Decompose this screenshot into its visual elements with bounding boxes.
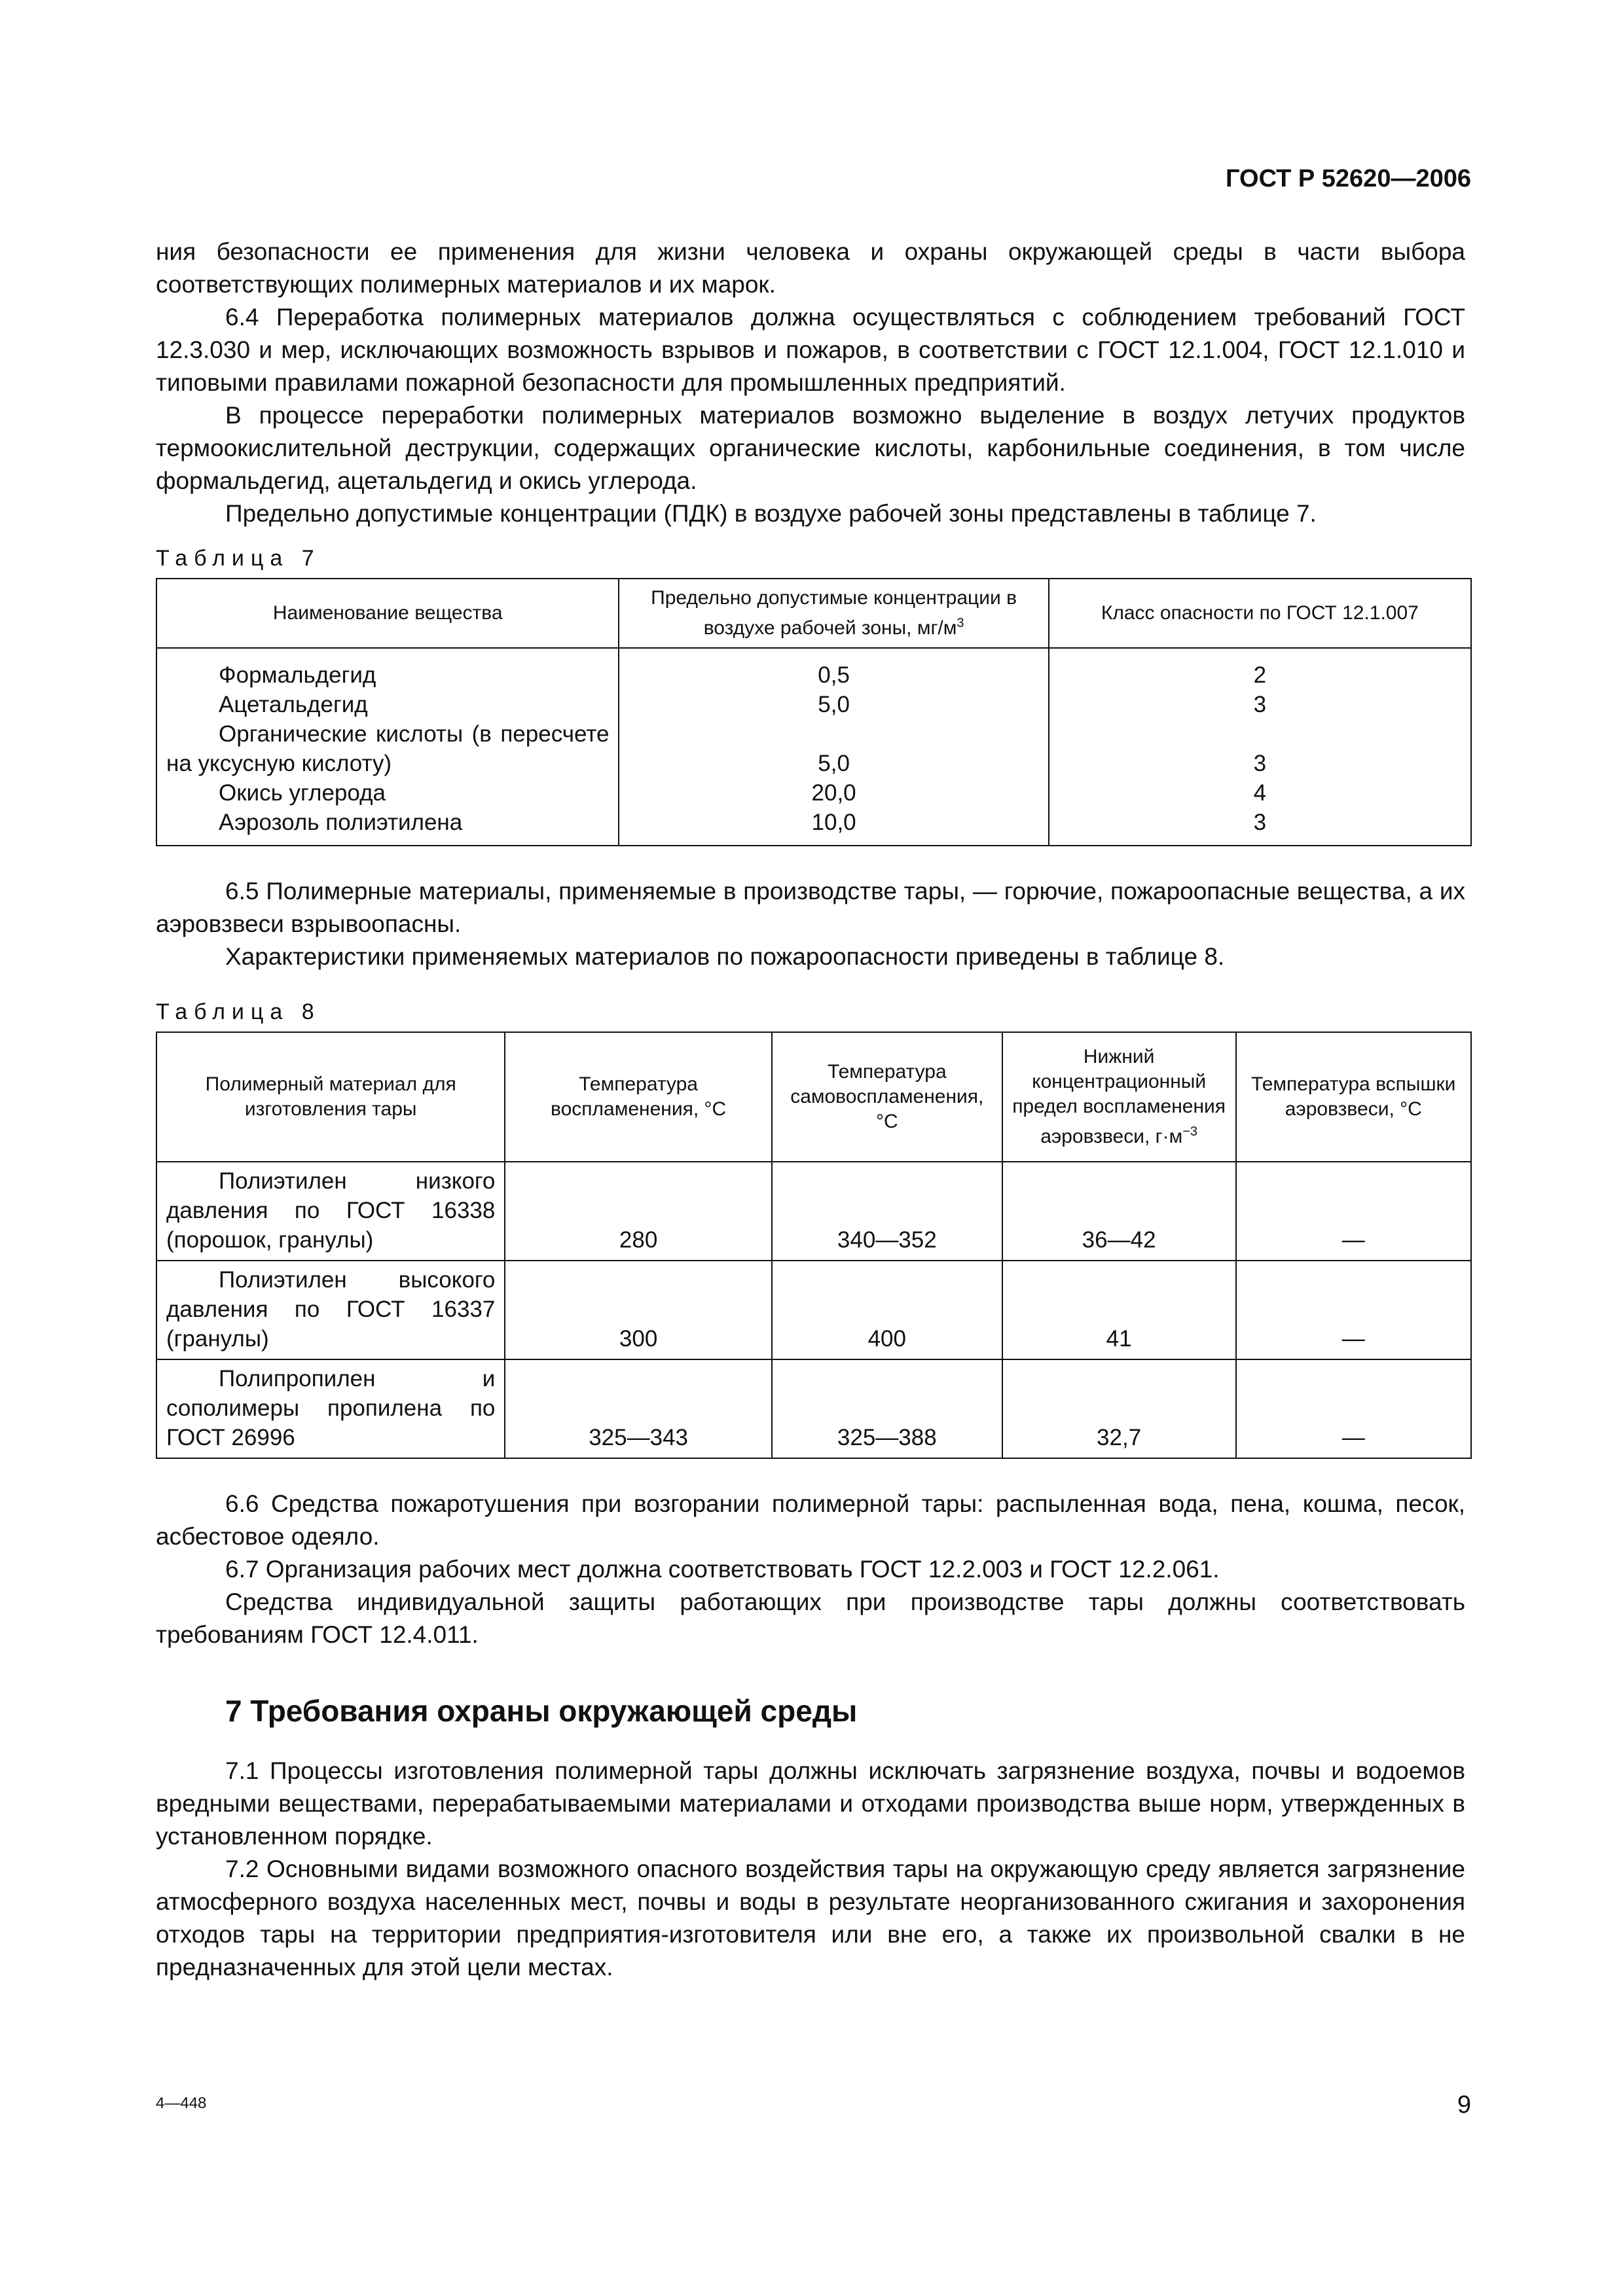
table7-cell-pdk: 20,0 — [619, 778, 1048, 808]
table7-header-class: Класс опасности по ГОСТ 12.1.007 — [1049, 579, 1471, 648]
table-row — [156, 690, 1471, 719]
table8-cell-self-ignition: 325—388 — [772, 1359, 1002, 1458]
table8-header-self-ignition: Температура самовоспламенения, °С — [772, 1032, 1002, 1162]
paragraph-7-1: 7.1 Процессы изготовления полимерной тары должны исключать загрязнение воздуха, почвы и водоемов вредными веществами, перерабатываемыми материалами и отходами производства выше норм, утвержденных в установленном порядке. — [156, 1757, 1465, 1850]
table8-header-row — [156, 1032, 1471, 1162]
table7-header-pdk-text: Предельно допустимые концентрации в воздухе рабочей зоны, мг/м — [651, 587, 1017, 639]
footer-sheet-code: 4—448 — [156, 2094, 207, 2112]
table7-cell-name: Формальдегид — [156, 648, 619, 690]
table-row — [156, 1162, 1471, 1261]
table8-header-material: Полимерный материал для изготовления тары — [156, 1032, 505, 1162]
paragraph-processing: В процессе переработки полимерных материалов возможно выделение в воздух летучих продуктов термоокислительной деструкции, содержащих органические кислоты, карбонильные соединения, в том числе формальдегид, ацетальдегид и окись углерода. — [156, 402, 1465, 494]
table7-header-substance: Наименование вещества — [156, 579, 619, 648]
paragraph-continuation: ния безопасности ее применения для жизни человека и охраны окружающей среды в части выбора соответствующих полимерных материалов и их марок. — [156, 238, 1465, 298]
page-number: 9 — [1457, 2091, 1471, 2119]
table7-cell-class: 3 — [1049, 719, 1471, 778]
table7-cell-class: 3 — [1049, 808, 1471, 846]
paragraph-6-6: 6.6 Средства пожаротушения при возгорании полимерной тары: распыленная вода, пена, кошма, песок, асбестовое одеяло. — [156, 1490, 1465, 1550]
table8-cell-limit: 32,7 — [1002, 1359, 1236, 1458]
table-8 — [156, 1031, 1472, 1459]
table7-cell-pdk: 10,0 — [619, 808, 1048, 846]
table7-header-row — [156, 579, 1471, 648]
table7-cell-name: Аэрозоль полиэтилена — [156, 808, 619, 846]
table7-cell-pdk: 0,5 — [619, 648, 1048, 690]
table8-cell-self-ignition: 340—352 — [772, 1162, 1002, 1261]
table7-cell-class: 2 — [1049, 648, 1471, 690]
table7-caption: Таблица 7 — [156, 546, 321, 571]
table8-cell-flash: — — [1236, 1359, 1472, 1458]
table7-cell-name: Окись углерода — [156, 778, 619, 808]
table8-cell-self-ignition: 400 — [772, 1261, 1002, 1359]
table8-cell-flash: — — [1236, 1261, 1472, 1359]
section-7-heading: 7 Требования охраны окружающей среды — [225, 1694, 858, 1728]
table7-cell-name: Ацетальдегид — [156, 690, 619, 719]
table8-cell-material: Полиэтилен высокого давления по ГОСТ 16337 (гранулы) — [156, 1261, 505, 1359]
table8-cell-flash: — — [1236, 1162, 1472, 1261]
table-row — [156, 778, 1471, 808]
document-body — [156, 236, 1465, 1984]
table-row — [156, 648, 1471, 690]
paragraph-7-2: 7.2 Основными видами возможного опасного воздействия тары на окружающую среду является загрязнение атмосферного воздуха населенных мест, почвы и воды в результате неорганизованного сжигания и захоронения отходов тары на территории предприятия-изготовителя или вне его, а также их произвольной свалки в не предназначенных для этой цели местах. — [156, 1856, 1465, 1981]
table8-header-flash: Температура вспышки аэровзвеси, °С — [1236, 1032, 1472, 1162]
table8-cell-limit: 41 — [1002, 1261, 1236, 1359]
table7-cell-pdk: 5,0 — [619, 690, 1048, 719]
table-7 — [156, 578, 1472, 846]
paragraph-6-7: 6.7 Организация рабочих мест должна соответствовать ГОСТ 12.2.003 и ГОСТ 12.2.061. — [225, 1556, 1220, 1583]
table-row — [156, 719, 1471, 778]
paragraph-6-5: 6.5 Полимерные материалы, применяемые в производстве тары, — горючие, пожароопасные вещества, а их аэровзвеси взрывоопасны. — [156, 878, 1465, 937]
table-row — [156, 808, 1471, 846]
table7-header-pdk — [619, 579, 1048, 648]
table8-header-limit-sup: −3 — [1182, 1124, 1198, 1139]
paragraph-table8-intro: Характеристики применяемых материалов по пожароопасности приведены в таблице 8. — [225, 943, 1225, 970]
paragraph-pdk-intro: Предельно допустимые концентрации (ПДК) в воздухе рабочей зоны представлены в таблице 7. — [225, 500, 1317, 527]
table7-cell-pdk: 5,0 — [619, 719, 1048, 778]
table8-header-limit — [1002, 1032, 1236, 1162]
paragraph-ppe: Средства индивидуальной защиты работающих при производстве тары должны соответствовать требованиям ГОСТ 12.4.011. — [156, 1588, 1465, 1648]
table7-header-pdk-sup: 3 — [957, 616, 964, 630]
document-code-header: ГОСТ Р 52620—2006 — [1226, 165, 1471, 192]
table7-cell-class: 3 — [1049, 690, 1471, 719]
table-row — [156, 1261, 1471, 1359]
table8-header-limit-text: Нижний концентрационный предел воспламенения аэровзвеси, г·м — [1012, 1046, 1226, 1147]
paragraph-6-4: 6.4 Переработка полимерных материалов должна осуществляться с соблюдением требований ГОСТ 12.3.030 и мер, исключающих возможность взрывов и пожаров, в соответствии с ГОСТ 12.1.004, ГОСТ 12.1.010 и типовыми правилами пожарной безопасности для промышленных предприятий. — [156, 304, 1465, 396]
table-row — [156, 1359, 1471, 1458]
table8-cell-ignition: 325—343 — [505, 1359, 771, 1458]
table7-cell-class: 4 — [1049, 778, 1471, 808]
table8-cell-material: Полипропилен и сополимеры пропилена по ГОСТ 26996 — [156, 1359, 505, 1458]
table8-cell-ignition: 280 — [505, 1162, 771, 1261]
table8-cell-material: Полиэтилен низкого давления по ГОСТ 16338 (порошок, гранулы) — [156, 1162, 505, 1261]
table8-header-ignition: Температура воспламенения, °С — [505, 1032, 771, 1162]
table8-caption: Таблица 8 — [156, 999, 321, 1024]
table8-cell-ignition: 300 — [505, 1261, 771, 1359]
table7-cell-name: Органические кислоты (в пересчете на уксусную кислоту) — [156, 719, 619, 778]
table8-cell-limit: 36—42 — [1002, 1162, 1236, 1261]
